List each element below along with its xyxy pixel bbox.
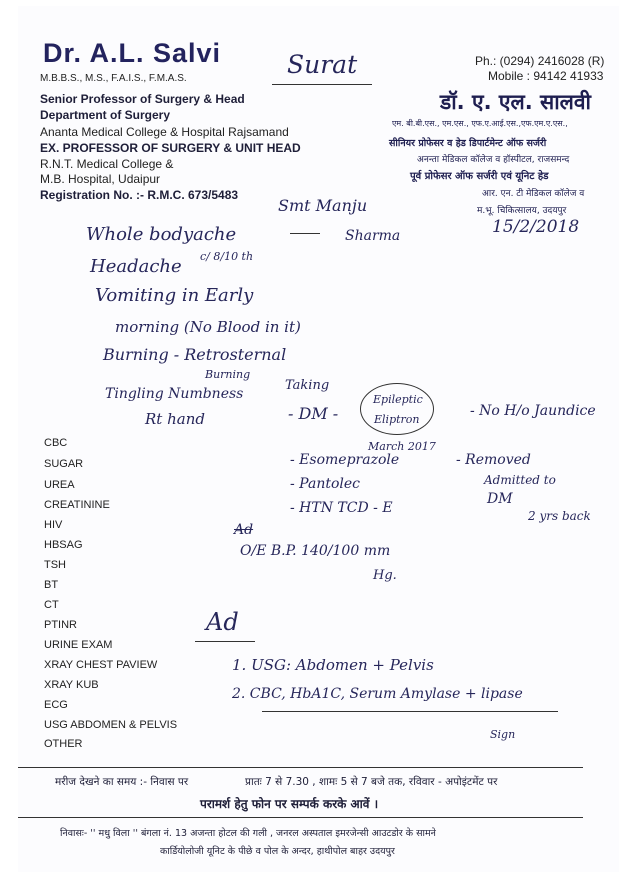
- college-hindi: अनन्ता मेडिकल कॉलेज व हॉस्पीटल, राजसमन्द: [417, 155, 570, 165]
- test-item: CREATININE: [44, 499, 110, 511]
- epilepsy-line2: Eliptron: [374, 413, 420, 426]
- march-note: March 2017: [368, 440, 436, 453]
- timing-label: मरीज देखने का समय :- निवास पर: [55, 776, 189, 788]
- doctor-name: Dr. A.L. Salvi: [43, 38, 222, 68]
- complaint-4: morning (No Blood in it): [115, 318, 301, 336]
- test-item: SUGAR: [44, 458, 84, 470]
- test-item: UREA: [44, 479, 75, 491]
- complaint-2: Headache: [90, 256, 182, 277]
- date: 15/2/2018: [492, 217, 580, 237]
- years-back: 2 yrs back: [528, 509, 591, 523]
- complaint-5: Burning - Retrosternal: [103, 345, 287, 364]
- college2-hindi-a: आर. एन. टी मेडिकल कॉलेज व: [482, 189, 585, 199]
- place: Surat: [287, 50, 358, 79]
- address-line-1: निवासः- '' मधु विला '' बंगला नं. 13 अजन्ता होटल की गली , जनरल अस्पताल इमरजेन्सी आउटडोर के सामने: [60, 828, 436, 839]
- no-jaundice: - No H/o Jaundice: [470, 403, 596, 419]
- patient-name-first: Smt Manju: [278, 196, 368, 215]
- college2-hindi-b: म.भू. चिकित्सालय, उदयपुर: [477, 206, 567, 216]
- advice-struck: Ad: [234, 522, 254, 538]
- signature: Sign: [490, 728, 516, 741]
- medication-2: - Pantolec: [290, 476, 360, 492]
- test-item: OTHER: [44, 738, 83, 750]
- admitted-note: Admitted to: [484, 473, 556, 487]
- test-item: CBC: [44, 437, 68, 449]
- taking-label: Taking: [285, 378, 330, 393]
- medication-3: - HTN TCD - E: [290, 500, 393, 516]
- place-underline: [272, 84, 372, 85]
- test-item: TSH: [44, 559, 66, 571]
- doctor-degrees: M.B.B.S., M.S., F.A.I.S., F.M.A.S.: [40, 73, 187, 84]
- epilepsy-circle: [360, 383, 434, 435]
- examination-bp: O/E B.P. 140/100 mm: [240, 543, 391, 559]
- degrees-hindi: एम. बी.बी.एस., एम.एस., एफ.ए.आई.एस.,एफ.एम.ए.एस.,: [392, 119, 568, 128]
- removed-note: - Removed: [456, 452, 531, 468]
- dm-note: - DM -: [288, 404, 339, 423]
- medication-1: - Esomeprazole: [290, 452, 400, 468]
- test-item: CT: [44, 599, 59, 611]
- test-item: PTINR: [44, 619, 77, 631]
- test-item: HIV: [44, 519, 63, 531]
- college-1: Ananta Medical College & Hospital Rajsamand: [40, 125, 289, 139]
- complaint-7: Rt hand: [145, 410, 205, 428]
- plan-1: 1. USG: Abdomen + Pelvis: [232, 656, 434, 674]
- phone: Ph.: (0294) 2416028 (R): [475, 54, 605, 68]
- address-line-2: कार्डियोलोजी यूनिट के पीछे व पोल के अन्दर, हाथीपोल बाहर उदयपुर: [160, 846, 395, 857]
- test-item: HBSAG: [44, 539, 83, 551]
- advice-underline: [195, 641, 255, 642]
- test-item: XRAY KUB: [44, 679, 99, 691]
- registration-number: Registration No. :- R.M.C. 673/5483: [40, 188, 239, 202]
- test-item: BT: [44, 579, 59, 591]
- complaint-3-note: c/ 8/10 th: [200, 250, 254, 263]
- complaint-1: Whole bodyache: [86, 224, 237, 245]
- test-item: URINE EXAM: [44, 639, 113, 651]
- dm-admitted: DM: [487, 491, 513, 507]
- department: Department of Surgery: [40, 108, 171, 122]
- footer-top-rule: [18, 767, 583, 768]
- title-hindi: सीनियर प्रोफेसर व हेड डिपार्टमेन्ट ऑफ सर्जरी: [389, 138, 547, 149]
- college-2b: M.B. Hospital, Udaipur: [40, 172, 161, 186]
- complaint-6: Tingling Numbness: [105, 386, 244, 402]
- complaint-5-note: Burning: [205, 368, 251, 381]
- footer-mid-rule: [18, 817, 583, 818]
- doctor-title: Senior Professor of Surgery & Head: [40, 92, 245, 106]
- advice-label: Ad: [206, 608, 239, 636]
- test-item: USG ABDOMEN & PELVIS: [44, 719, 178, 731]
- doctor-name-hindi: डॉ. ए. एल. सालवी: [440, 90, 591, 114]
- complaint-3: Vomiting in Early: [95, 285, 254, 306]
- test-item: ECG: [44, 699, 68, 711]
- epilepsy-line1: Epileptic: [373, 393, 423, 406]
- mobile: Mobile : 94142 41933: [488, 69, 604, 83]
- bp-unit: Hg.: [373, 568, 397, 583]
- former-title: EX. PROFESSOR OF SURGERY & UNIT HEAD: [40, 141, 301, 155]
- plan-2: 2. CBC, HbA1C, Serum Amylase + lipase: [232, 686, 523, 702]
- former-title-hindi: पूर्व प्रोफेसर ऑफ सर्जरी एवं यूनिट हेड: [410, 171, 549, 182]
- plan-underline: [262, 711, 558, 712]
- appointment-note: परामर्श हेतु फोन पर सम्पर्क करके आवें ।: [200, 797, 379, 811]
- dash: [290, 233, 320, 234]
- test-item: XRAY CHEST PAVIEW: [44, 659, 158, 671]
- college-2a: R.N.T. Medical College &: [40, 157, 174, 171]
- patient-name-last: Sharma: [345, 228, 401, 244]
- timing-detail: प्रातः 7 से 7.30 , शामः 5 से 7 बजे तक, रविवार - अपोइंटमेंट पर: [245, 776, 498, 788]
